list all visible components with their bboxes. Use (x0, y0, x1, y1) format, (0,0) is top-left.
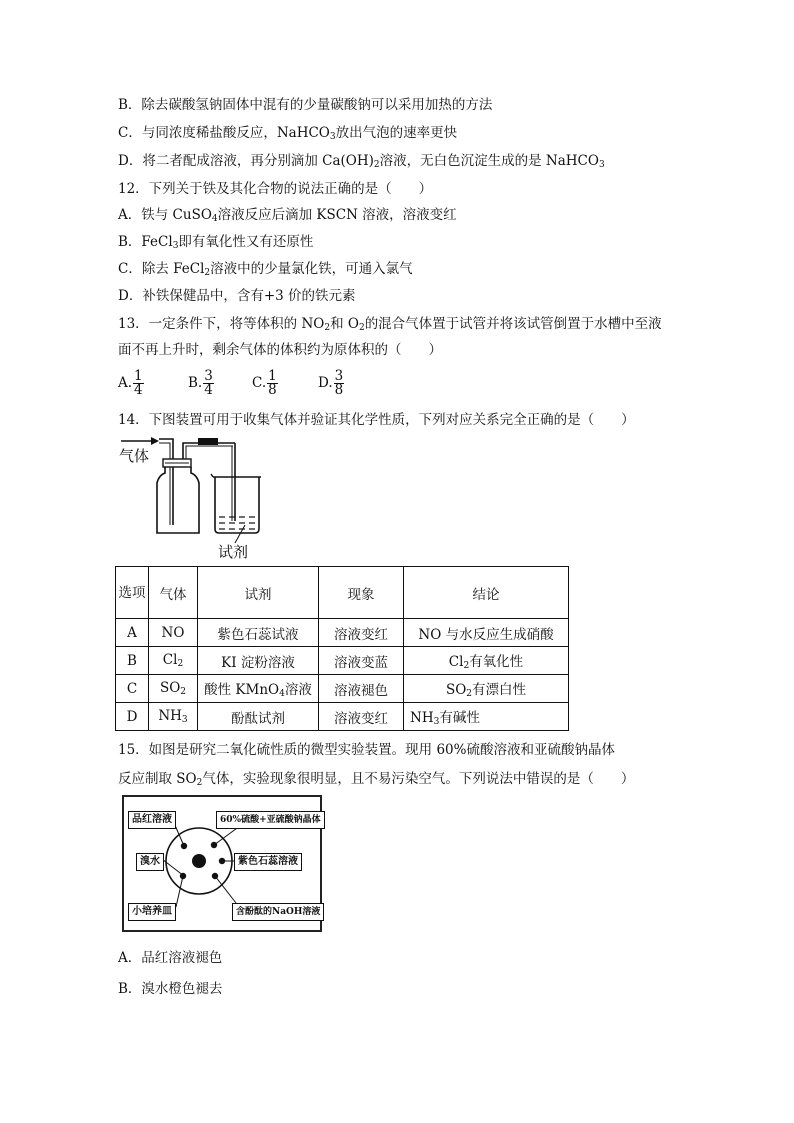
q12-option-a: A．铁与 CuSO$_4$溶液反应后滴加 KSCN 溶液，溶液变红 (118, 207, 457, 224)
q15-stem: 15．如图是研究二氧化硫性质的微型实验装置。现用 60%硫酸溶液和亚硫酸钠晶体 (118, 742, 615, 758)
q13-option-d: D. $\frac{3}{8}$ (318, 368, 344, 398)
table-cell-gas: $SO_2$ (149, 675, 198, 703)
q13-option-a: A. $\frac{1}{4}$ (118, 368, 143, 398)
table-cell-conclusion: $NH_3$有碱性 (404, 703, 569, 731)
q14-table (115, 566, 569, 731)
table-cell-gas: $Cl_2$ (149, 647, 198, 675)
q15-option-b: B．溴水橙色褪去 (118, 981, 223, 997)
table-cell-gas: NO (149, 619, 198, 647)
table-header-row (116, 567, 569, 619)
table-cell-reagent: 酚酞试剂 (198, 703, 319, 731)
table-header-phenomenon: 现象 (319, 567, 404, 619)
table-row (116, 675, 569, 703)
table-cell-phenomenon: 溶液变蓝 (319, 647, 404, 675)
q11-option-d: D．将二者配成溶液，再分别滴加 $Ca(OH)_2$溶液，无白色沉淀生成的是 NaHCO$_3$ (118, 153, 605, 170)
table-cell-reagent: 紫色石蕊试液 (198, 619, 319, 647)
q12-option-d: D．补铁保健品中，含有+3 价的铁元素 (118, 288, 356, 304)
table-row (116, 703, 569, 731)
table-cell-option: A (116, 619, 149, 647)
q14-stem: 14．下图装置可用于收集气体并验证其化学性质，下列对应关系完全正确的是（ ） (118, 412, 635, 428)
table-cell-phenomenon: 溶液变红 (319, 619, 404, 647)
label-bromine-water: 溴水 (136, 853, 164, 871)
q14-apparatus-figure (115, 433, 285, 563)
q11-option-c: C．与同浓度稀盐酸反应，NaHCO$_3$放出气泡的速率更快 (118, 125, 458, 142)
table-cell-phenomenon: 溶液褪色 (319, 675, 404, 703)
table-cell-reagent: 酸性 KMnO$_4$溶液 (198, 675, 319, 703)
q13-stem-line2: 面不再上升时，剩余气体的体积约为原体积的（ ） (118, 342, 442, 358)
label-pinhong-solution: 品红溶液 (128, 811, 176, 829)
table-cell-gas: $NH_3$ (149, 703, 198, 731)
q12-stem: 12．下列关于铁及其化合物的说法正确的是（ ） (118, 181, 433, 197)
q13-option-c: C. $\frac{1}{8}$ (252, 368, 277, 398)
table-cell-option: C (116, 675, 149, 703)
q13-option-b: B. $\frac{3}{4}$ (188, 368, 213, 398)
table-cell-option: B (116, 647, 149, 675)
table-row (116, 619, 569, 647)
table-cell-conclusion: NO 与水反应生成硝酸 (404, 619, 569, 647)
q13-stem: 13．一定条件下，将等体积的 $NO_2$和 $O_2$的混合气体置于试管并将该试管倒置于水槽中至液 (118, 316, 662, 333)
q12-option-c: C．除去 FeCl$_2$溶液中的少量氯化铁，可通入氯气 (118, 261, 413, 278)
q15-option-a: A．品红溶液褪色 (118, 950, 223, 966)
table-header-reagent: 试剂 (198, 567, 319, 619)
label-phenolphthalein-naoh: 含酚酞的NaOH溶液 (232, 903, 324, 921)
gas-label: 气体 (119, 447, 150, 465)
table-header-option: 选项 (116, 567, 149, 619)
table-cell-conclusion: $SO_2$有漂白性 (404, 675, 569, 703)
label-litmus-solution: 紫色石蕊溶液 (234, 853, 302, 871)
table-cell-conclusion: $Cl_2$有氧化性 (404, 647, 569, 675)
reagent-label: 试剂 (218, 543, 249, 561)
q15-stem-line2: 反应制取 $SO_2$气体，实验现象很明显，且不易污染空气。下列说法中错误的是（ ） (118, 771, 635, 788)
table-row (116, 647, 569, 675)
q15-microexperiment-figure (122, 795, 322, 932)
table-header-conclusion: 结论 (404, 567, 569, 619)
table-cell-option: D (116, 703, 149, 731)
table-cell-reagent: KI 淀粉溶液 (198, 647, 319, 675)
label-acid-sulfite: 60%硫酸+亚硫酸钠晶体 (216, 811, 325, 829)
table-cell-phenomenon: 溶液变红 (319, 703, 404, 731)
q12-option-b: B．FeCl$_3$即有氧化性又有还原性 (118, 234, 314, 251)
table-header-gas: 气体 (149, 567, 198, 619)
q11-option-b: B．除去碳酸氢钠固体中混有的少量碳酸钠可以采用加热的方法 (118, 97, 493, 113)
label-petri-dish: 小培养皿 (128, 903, 176, 921)
